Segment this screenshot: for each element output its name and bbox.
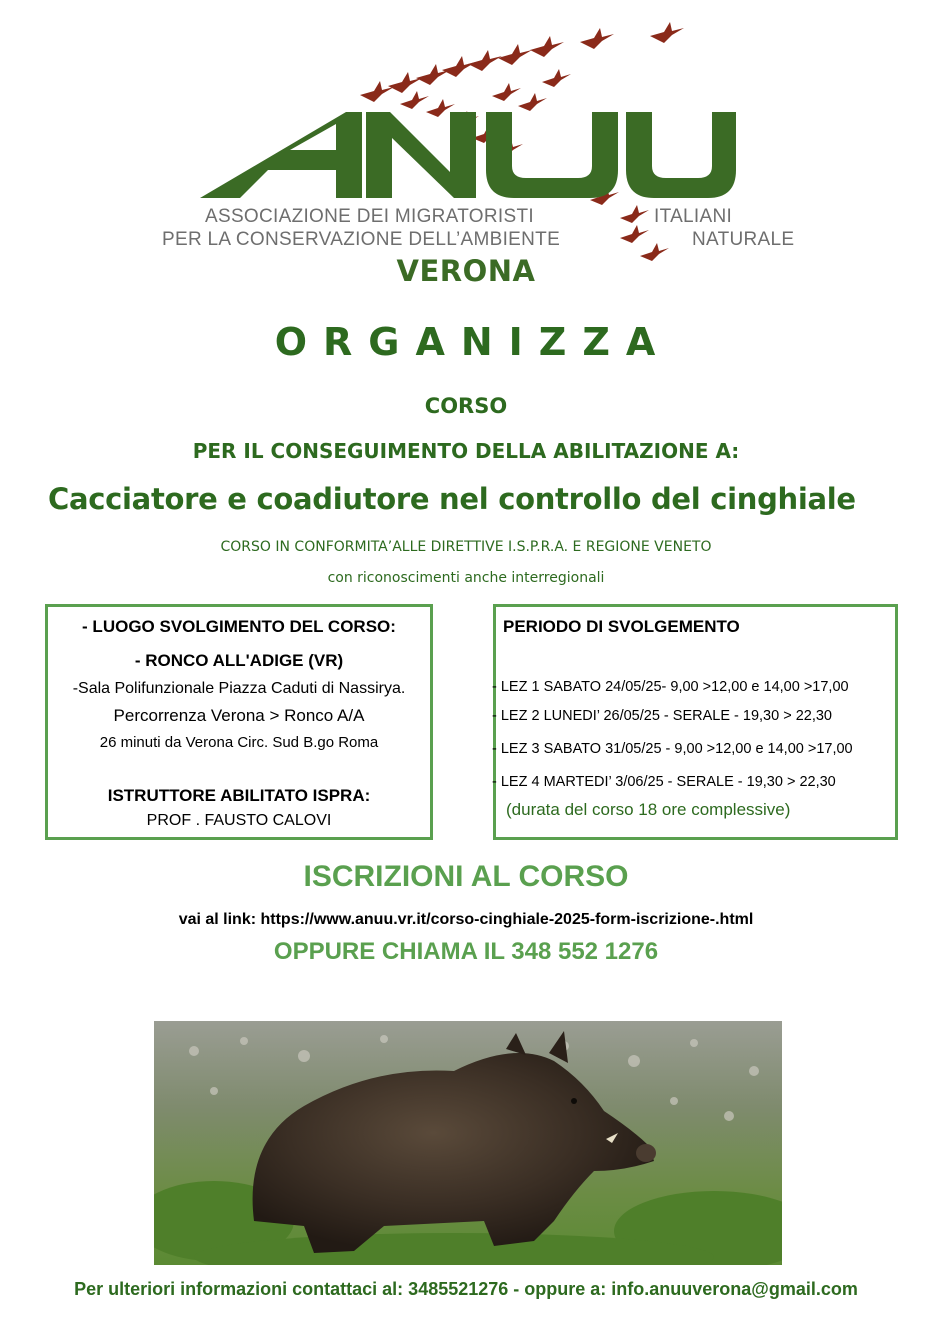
instructor-title: ISTRUTTORE ABILITATO ISPRA: <box>107 786 371 805</box>
location-time: 26 minuti da Verona Circ. Sud B.go Roma <box>99 734 379 751</box>
logo-line1-left: ASSOCIAZIONE DEI MIGRATORISTI <box>205 206 534 227</box>
conformita-text: CORSO IN CONFORMITA’ALLE DIRETTIVE I.S.P.R.A. E REGIONE VENETO <box>220 539 712 555</box>
lesson-2: - LEZ 2 LUNEDI’ 26/05/25 - SERALE - 19,30 > 22,30 <box>492 708 832 724</box>
logo-line2-left: PER LA CONSERVAZIONE DELL’AMBIENTE <box>162 229 561 250</box>
lesson-3: - LEZ 3 SABATO 31/05/25 - 9,00 >12,00 e 14,00 >17,00 <box>492 741 853 757</box>
wild-boar-photo <box>154 1021 782 1265</box>
registration-phone[interactable]: OPPURE CHIAMA IL 348 552 1276 <box>273 938 659 965</box>
anuu-wordmark <box>200 112 736 198</box>
logo-line2-right: NATURALE <box>692 229 795 250</box>
lesson-1: - LEZ 1 SABATO 24/05/25- 9,00 >12,00 e 14,00 >17,00 <box>492 679 849 695</box>
course-title: Cacciatore e coadiutore nel controllo del cinghiale <box>48 482 856 516</box>
corso-heading: CORSO <box>424 394 508 418</box>
lesson-4: - LEZ 4 MARTEDI’ 3/06/25 - SERALE - 19,30 > 22,30 <box>492 774 836 790</box>
registration-title: ISCRIZIONI AL CORSO <box>303 860 629 893</box>
period-box <box>493 604 898 840</box>
location-box <box>45 604 433 840</box>
period-title: PERIODO DI SVOLGEMENTO <box>503 617 740 636</box>
logo-line1-right: ITALIANI <box>654 206 733 227</box>
registration-link[interactable]: vai al link: https://www.anuu.vr.it/corso-cinghiale-2025-form-iscrizione-.html <box>178 911 754 928</box>
riconoscimenti-text: con riconoscimenti anche interregionali <box>327 570 605 586</box>
course-duration: (durata del corso 18 ore complessive) <box>506 800 791 819</box>
instructor-name: PROF . FAUSTO CALOVI <box>146 812 332 829</box>
location-title: - LUOGO SVOLGIMENTO DEL CORSO: <box>82 617 396 636</box>
location-route: Percorrenza Verona > Ronco A/A <box>113 706 365 725</box>
footer-contact: Per ulteriori informazioni contattaci al: 3485521276 - oppure a: info.anuuverona@gmail.com <box>74 1279 858 1299</box>
location-venue: -Sala Polifunzionale Piazza Caduti di Nassirya. <box>72 680 406 697</box>
location-place: - RONCO ALL'ADIGE (VR) <box>134 651 344 670</box>
abilitazione-heading: PER IL CONSEGUIMENTO DELLA ABILITAZIONE A: <box>192 439 740 463</box>
organizza-heading: ORGANIZZA <box>274 320 672 364</box>
logo-city: VERONA <box>396 254 536 288</box>
